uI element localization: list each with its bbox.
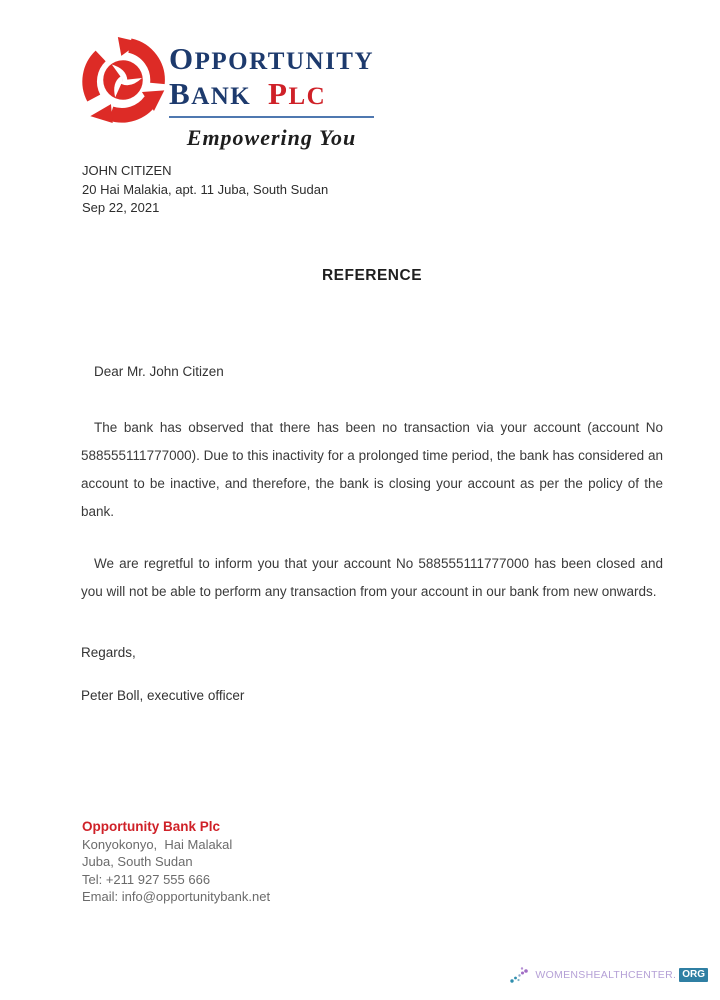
bank-name-line1: OPPORTUNITY xyxy=(169,41,375,76)
signature: Peter Boll, executive officer xyxy=(81,688,245,703)
watermark-org-badge: ORG xyxy=(679,968,708,982)
bank-name-plc: PLC xyxy=(268,75,327,111)
watermark-dots-icon xyxy=(509,964,533,986)
watermark xyxy=(509,964,708,986)
bank-logo xyxy=(80,36,374,151)
footer-email: Email: info@opportunitybank.net xyxy=(82,889,271,904)
recipient-block xyxy=(82,162,328,218)
footer-address-line2: Juba, South Sudan xyxy=(82,854,193,869)
bank-name-line2 xyxy=(169,77,374,119)
letter-title: REFERENCE xyxy=(321,267,423,284)
recipient-address: 20 Hai Malakia, apt. 11 Juba, South Sudan xyxy=(82,181,329,197)
bank-contact-block xyxy=(82,818,270,906)
body-paragraph-1: The bank has observed that there has been no transaction via your account (account No 588555111777000). Due to this inactivity for a prolonged time period, the bank has considered an account to be inactive, and therefore, the bank is closing your account as per the policy of the bank. xyxy=(81,420,663,519)
recipient-name: JOHN CITIZEN xyxy=(82,163,172,178)
bank-emblem-icon xyxy=(80,36,166,124)
footer-company-name: Opportunity Bank Plc xyxy=(82,819,221,834)
body-paragraph-2: We are regretful to inform you that your account No 588555111777000 has been closed and you will not be able to perform any transaction from your account in our bank from new onwards. xyxy=(81,556,663,599)
watermark-text: WOMENSHEALTHCENTER. xyxy=(535,969,677,981)
letter-date: Sep 22, 2021 xyxy=(82,200,160,215)
footer-phone: Tel: +211 927 555 666 xyxy=(82,871,211,887)
closing: Regards, xyxy=(81,645,136,660)
footer-address-line1: Konyokonyo, Hai Malakal xyxy=(82,836,233,852)
bank-tagline: Empowering You xyxy=(186,125,357,151)
bank-logo-text xyxy=(169,36,374,151)
bank-name-bank: BANK xyxy=(169,75,252,111)
salutation: Dear Mr. John Citizen xyxy=(94,364,224,379)
